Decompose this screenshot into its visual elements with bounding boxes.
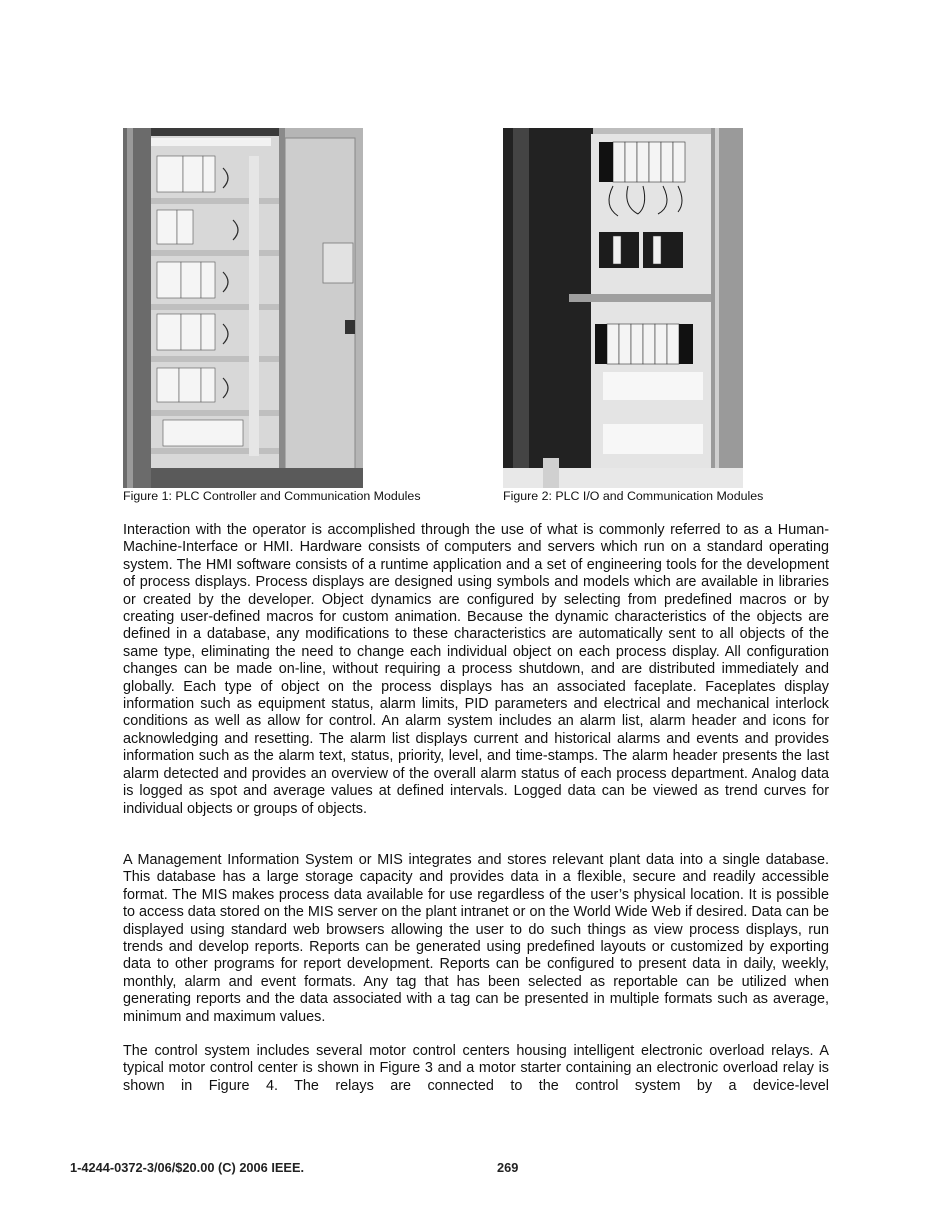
page-number: 269: [497, 1160, 519, 1175]
paragraph-mis: A Management Information System or MIS integrates and stores relevant plant data into a single database. This database has a large storage capacity and provides data in a flexible, secure and readily accessible format. The MIS makes process data available for use regardless of the user’s physical location. It is possible to access data stored on the MIS server on the plant intranet or on the World Wide Web if desired. Data can be displayed using standard web browsers allowing the user to do such things as view process displays, run trends and develop reports. Reports can be generated using predefined layouts or customized by exporting data to other programs for report development. Reports can be configured to present data in daily, weekly, monthly, alarm and event formats. Any tag that has been selected as reportable can be utilized when generating reports and the data associated with a tag can be presented in multiple formats such as average, minimum and maximum values.: [123, 852, 829, 1025]
paragraph-hmi: Interaction with the operator is accomplished through the use of what is commonly referred to as a Human-Machine-Interface or HMI. Hardware consists of computers and servers which run on a standard operating system. The HMI software consists of a runtime application and a set of engineering tools for the development of process displays. Process displays are designed using symbols and models which are available in libraries or created by the developer. Object dynamics are configured by selecting from predefined macros or by creating user-defined macros for custom animation. Because the dynamic characteristics of the objects are defined in a database, any modifications to these characteristics are automatically sent to all objects of the same type, eliminating the need to change each individual object on each process display. All configuration changes can be made on-line, without requiring a process shutdown, and are distributed immediately and globally. Each type of object on the process displays has an associated faceplate. Faceplates display information such as equipment status, alarm limits, PID parameters and electrical and mechanical interlock conditions as well as allow for control. An alarm system includes an alarm list, alarm header and icons for acknowledging and resetting. The alarm list displays current and historical alarms and events and provides information such as the alarm text, status, priority, level, and time-stamps. The alarm header presents the last alarm detected and provides an overview of the overall alarm status of each process department. Analog data is logged as spot and average values at defined intervals. Logged data can be viewed as trend curves for individual objects or groups of objects.: [123, 522, 829, 817]
figure-2-caption: Figure 2: PLC I/O and Communication Modules: [503, 489, 764, 503]
figure-2-photo: [503, 128, 743, 488]
footer-copyright: 1-4244-0372-3/06/$20.00 (C) 2006 IEEE.: [70, 1160, 305, 1175]
figure-1-caption: Figure 1: PLC Controller and Communication Modules: [123, 489, 421, 503]
plc-controller-cabinet-image: [123, 128, 363, 488]
paragraph-motor-control: The control system includes several motor control centers housing intelligent electronic overload relays. A typical motor control center is shown in Figure 3 and a motor starter containing an electronic overload relay is shown in Figure 4. The relays are connected to the control system by a device-level: [123, 1043, 829, 1094]
plc-io-cabinet-image: [503, 128, 743, 488]
figure-1-photo: [123, 128, 363, 488]
